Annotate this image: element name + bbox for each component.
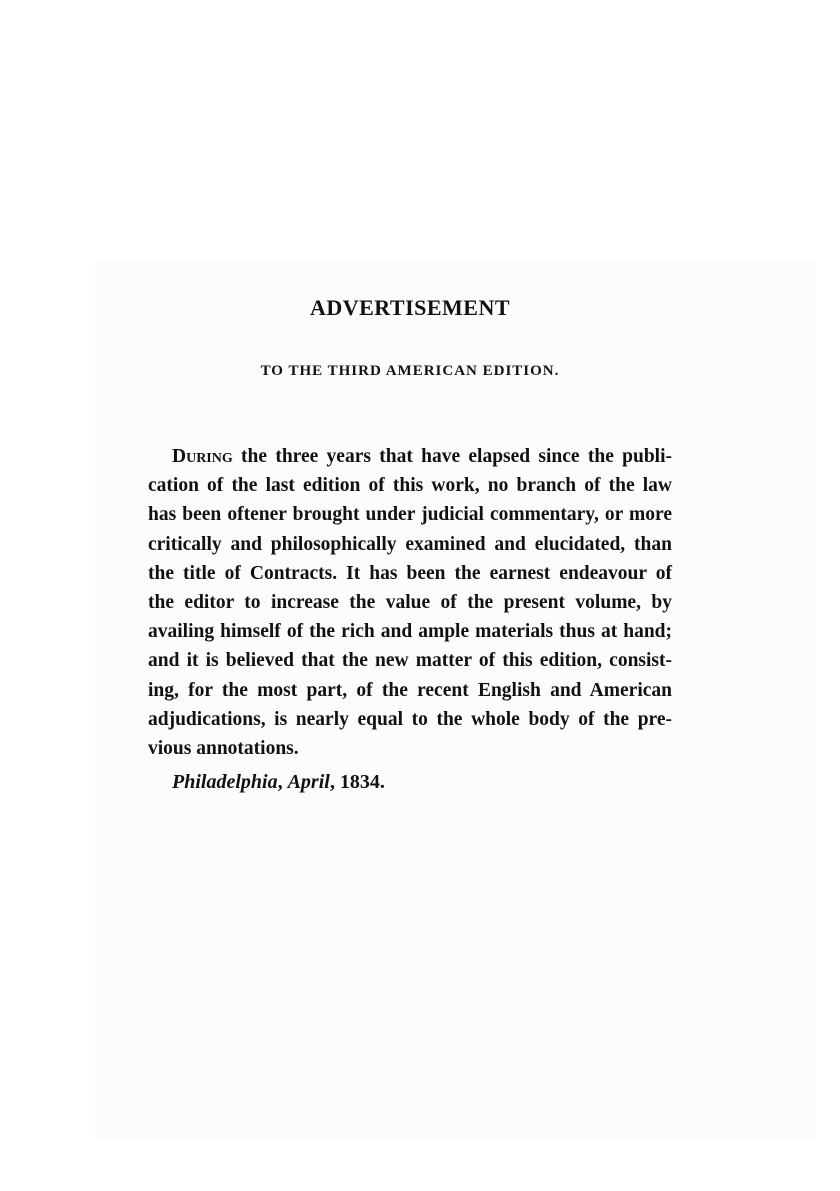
- paragraph-line-1: [148, 442, 672, 471]
- dateline-year: 1834.: [339, 771, 385, 793]
- advertisement-paragraph: [148, 442, 672, 763]
- opening-word: During: [172, 446, 233, 467]
- paragraph-line-6: the editor to increase the value of the present volume, by: [148, 592, 672, 614]
- paragraph-line-11: vious annotations.: [148, 738, 299, 760]
- dateline-separator-1: ,: [277, 771, 288, 793]
- paragraph-line-9: ing, for the most part, of the recent English and American: [148, 679, 672, 701]
- paragraph-line-2: cation of the last edition of this work, no branch of the law: [148, 475, 672, 497]
- dateline-separator-2: ,: [329, 771, 340, 793]
- paragraph-line-5: the title of Contracts. It has been the earnest endeavour of: [148, 562, 672, 584]
- paragraph-line-7: availing himself of the rich and ample materials thus at hand;: [148, 621, 672, 643]
- page-title: ADVERTISEMENT: [309, 295, 511, 320]
- dateline: [172, 771, 385, 794]
- dateline-month: April: [287, 771, 330, 793]
- paragraph-line-3: has been oftener brought under judicial commentary, or more: [148, 504, 672, 526]
- page-subtitle: TO THE THIRD AMERICAN EDITION.: [260, 363, 560, 379]
- first-line-text: the three years that have elapsed since the publi-: [232, 446, 672, 467]
- paragraph-line-4: critically and philosophically examined and elucidated, than: [148, 533, 672, 555]
- dateline-place: Philadelphia: [172, 771, 278, 793]
- paragraph-line-8: and it is believed that the new matter of this edition, consist-: [148, 650, 672, 672]
- paragraph-line-10: adjudications, is nearly equal to the whole body of the pre-: [148, 708, 672, 730]
